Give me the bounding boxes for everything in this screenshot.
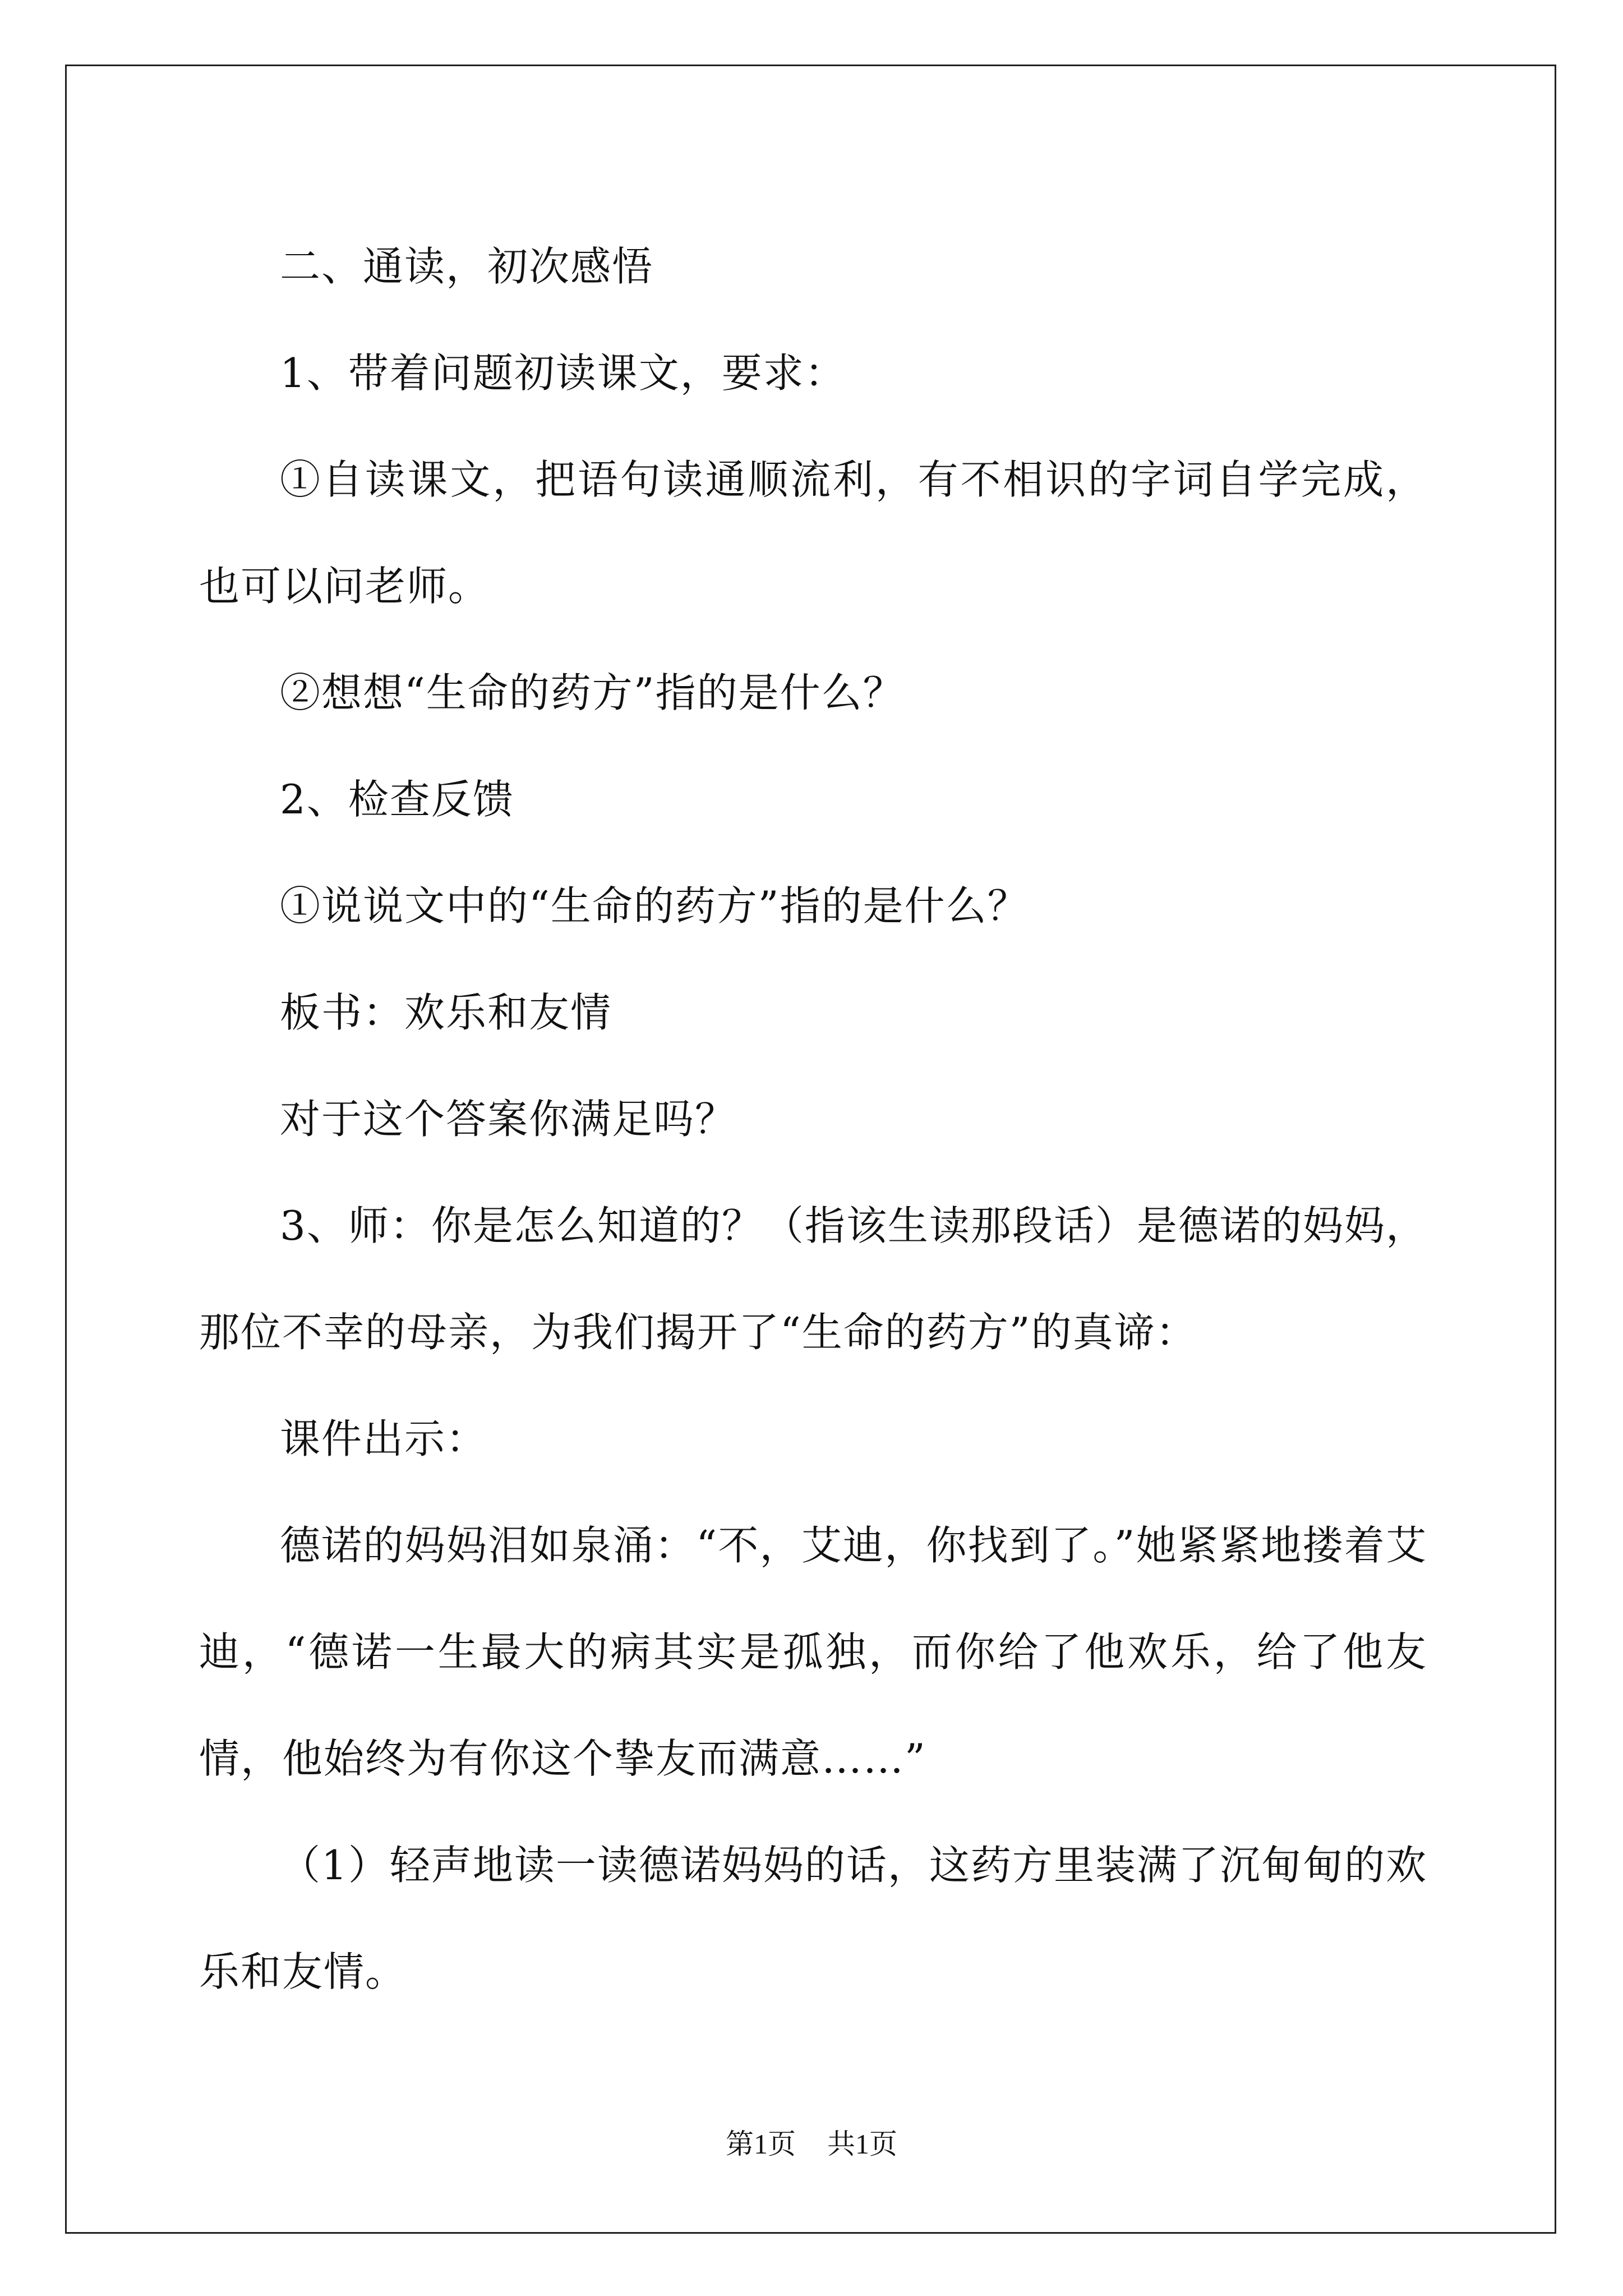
paragraph: （1）轻声地读一读德诺妈妈的话，这药方里装满了沉甸甸的欢乐和友情。 [199, 1842, 1427, 1995]
paragraph: ②想想“生命的药方”指的是什么？ [280, 669, 905, 716]
paragraph: 1、带着问题初读课文，要求： [280, 349, 846, 397]
page-footer [0, 2127, 1623, 2161]
paragraph: 3、师：你是怎么知道的？（指该生读那段话）是德诺的妈妈，那位不幸的母亲，为我们揭开了“生命的药方”的真谛： [199, 1202, 1427, 1356]
paragraph: 对于这个答案你满足吗？ [280, 1096, 737, 1143]
paragraph: ①说说文中的“生命的药方”指的是什么？ [280, 882, 1029, 930]
quote-paragraph: 德诺的妈妈泪如泉涌：“不，艾迪，你找到了。”她紧紧地搂着艾迪，“德诺一生最大的病其实是孤独，而你给了他欢乐，给了他友情，他始终为有你这个挚友而满意……” [199, 1522, 1427, 1782]
paragraph: 2、检查反馈 [280, 776, 514, 823]
document-body [199, 213, 1427, 2025]
page-number-total: 共1页 [827, 2128, 897, 2160]
section-heading: 二、通读，初次感悟 [280, 243, 654, 290]
paragraph: 课件出示： [280, 1415, 488, 1462]
paragraph: ①自读课文，把语句读通顺流利，有不相识的字词自学完成，也可以问老师。 [199, 456, 1427, 610]
page-number-current: 第1页 [726, 2128, 796, 2160]
paragraph: 板书：欢乐和友情 [280, 989, 612, 1036]
